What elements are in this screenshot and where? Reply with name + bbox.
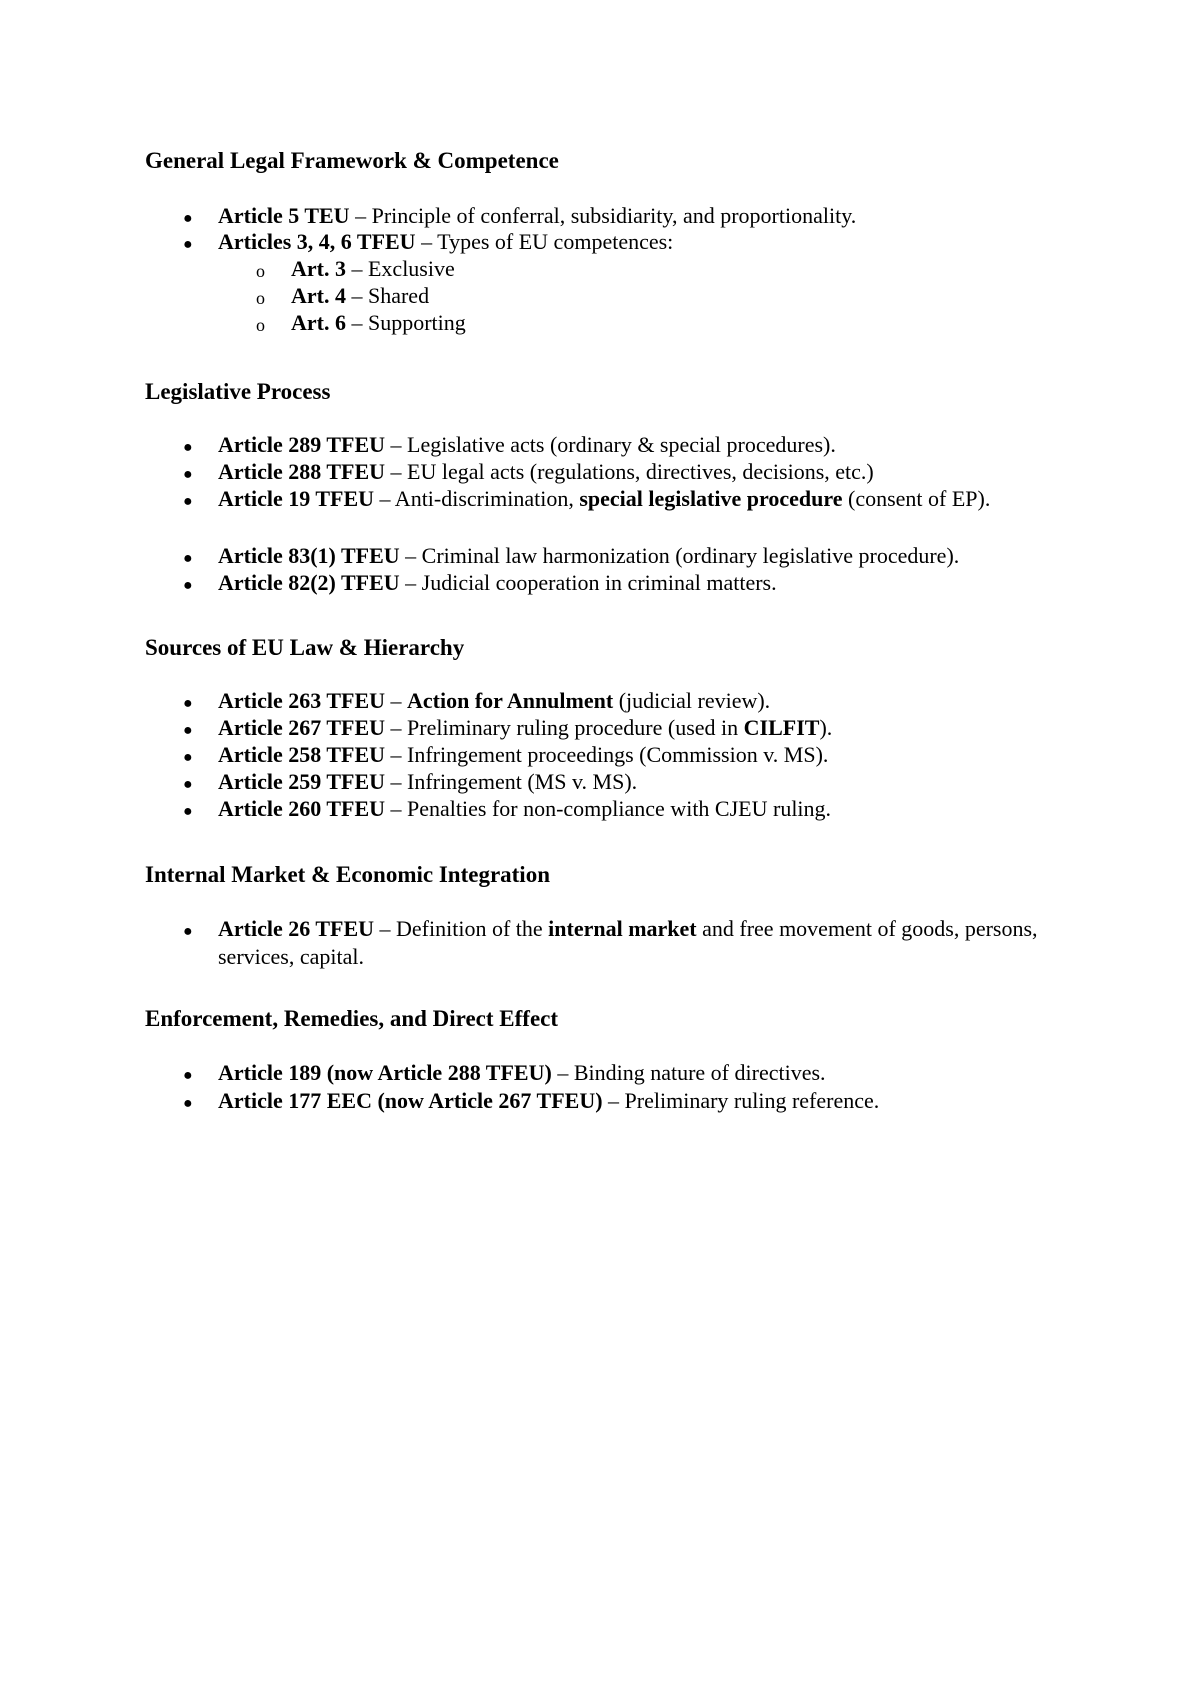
bullet: ● — [183, 550, 193, 567]
list-item: Articles 3, 4, 6 TFEU – Types of EU competences: — [218, 229, 674, 254]
list-item: Article 258 TFEU – Infringement proceedings (Commission v. MS). — [218, 742, 829, 767]
bullet: ● — [183, 695, 193, 712]
list-item: Article 19 TFEU – Anti-discrimination, special legislative procedure (consent of EP). — [218, 486, 991, 511]
bullet: ● — [183, 1067, 193, 1084]
sub-list-item: Art. 4 – Shared — [291, 283, 430, 308]
bullet: ● — [183, 493, 193, 510]
bullet: ● — [183, 1095, 193, 1112]
list-item: Article 177 EEC (now Article 267 TFEU) – Preliminary ruling reference. — [218, 1088, 880, 1113]
bullet: ● — [183, 236, 193, 253]
bullet: ● — [183, 923, 193, 940]
list-item: Article 189 (now Article 288 TFEU) – Binding nature of directives. — [218, 1060, 826, 1085]
bullet: ● — [183, 722, 193, 739]
section-title: Legislative Process — [145, 379, 331, 404]
list-item: Article 263 TFEU – Action for Annulment (judicial review). — [218, 688, 771, 713]
list-item: Article 260 TFEU – Penalties for non-compliance with CJEU ruling. — [218, 796, 832, 821]
bullet: ● — [183, 439, 193, 456]
list-item: Article 289 TFEU – Legislative acts (ordinary & special procedures). — [218, 432, 836, 457]
sub-list-item: Art. 3 – Exclusive — [291, 256, 455, 281]
bullet: ● — [183, 776, 193, 793]
list-item: Article 267 TFEU – Preliminary ruling procedure (used in CILFIT). — [218, 715, 833, 740]
section-title: Enforcement, Remedies, and Direct Effect — [145, 1006, 559, 1031]
sub-bullet: o — [256, 261, 265, 281]
list-item: Article 82(2) TFEU – Judicial cooperation in criminal matters. — [218, 570, 777, 595]
sub-list-item: Art. 6 – Supporting — [291, 310, 466, 335]
list-item: Article 26 TFEU – Definition of the internal market and free movement of goods, persons, services, capital. — [218, 916, 1038, 969]
section-title: General Legal Framework & Competence — [145, 148, 559, 173]
bullet: ● — [183, 210, 193, 227]
sub-bullet: o — [256, 315, 265, 335]
section-title: Internal Market & Economic Integration — [145, 862, 550, 887]
sub-bullet: o — [256, 288, 265, 308]
bullet: ● — [183, 466, 193, 483]
list-item: Article 5 TEU – Principle of conferral, subsidiarity, and proportionality. — [218, 203, 857, 228]
list-item: Article 259 TFEU – Infringement (MS v. MS). — [218, 769, 638, 794]
bullet: ● — [183, 577, 193, 594]
bullet: ● — [183, 749, 193, 766]
list-item: Article 83(1) TFEU – Criminal law harmonization (ordinary legislative procedure). — [218, 543, 960, 568]
bullet: ● — [183, 803, 193, 820]
section-title: Sources of EU Law & Hierarchy — [145, 635, 465, 660]
list-item: Article 288 TFEU – EU legal acts (regulations, directives, decisions, etc.) — [218, 459, 874, 484]
